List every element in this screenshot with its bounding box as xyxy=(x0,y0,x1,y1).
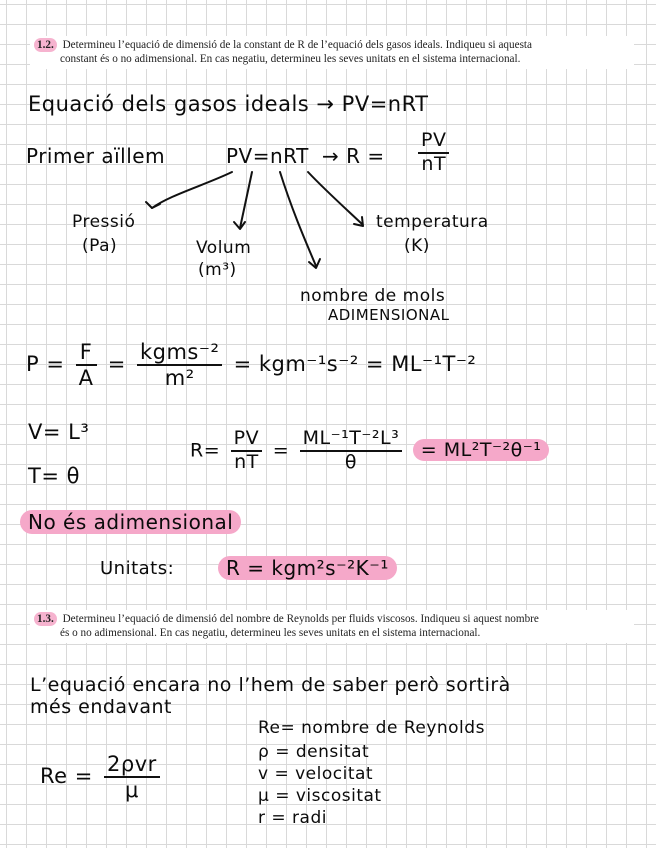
r2-numerator: PV xyxy=(231,428,262,452)
r-dimension-result: = ML²T⁻²θ⁻¹ xyxy=(413,439,550,461)
p-lhs: P = xyxy=(26,352,65,377)
equals-sign-2: = xyxy=(272,439,290,462)
pressio-unit: (Pa) xyxy=(82,236,118,256)
r-fraction-denominator: nT xyxy=(421,152,447,175)
pressio-label: Pressió xyxy=(72,212,136,232)
re-lhs: Re = xyxy=(40,764,93,789)
unitats-label: Unitats: xyxy=(100,558,175,579)
equals-sign: = xyxy=(107,352,126,377)
pressure-dimension-line xyxy=(26,340,476,390)
problem-number: 1.2. xyxy=(34,38,57,52)
problem-line-2: constant és o no adimensional. En cas negatiu, determineu les seves unitats en el sistema internacional. xyxy=(60,53,521,65)
arrow-to-volum xyxy=(240,172,252,228)
reynolds-equation xyxy=(40,752,164,802)
definition-density: ρ = densitat xyxy=(258,742,370,762)
problem-line-1: Determineu l’equació de dimensió del nombre de Reynolds per fluids viscosos. Indiqueu si aquest nombre xyxy=(62,613,539,625)
problem-line-2: és o no adimensional. En cas negatiu, determineu les seves unitats en el sistema internacional. xyxy=(60,627,481,639)
force-symbol: F xyxy=(76,340,97,366)
re-numerator: 2ρvr xyxy=(104,752,160,778)
r2-denominator: nT xyxy=(234,450,259,473)
reynolds-note-line-2: més endavant xyxy=(30,696,172,718)
arrow-r: → R = xyxy=(322,144,385,168)
r-dimension-line xyxy=(190,428,549,474)
definition-velocity: v = velocitat xyxy=(258,764,374,784)
temperatura-label: temperatura xyxy=(376,212,489,232)
definition-re: Re= nombre de Reynolds xyxy=(258,718,485,738)
pv-equation: PV=nRT xyxy=(226,144,309,168)
unitats-value: R = kgm²s⁻²K⁻¹ xyxy=(218,556,397,580)
re-denominator: μ xyxy=(124,778,139,803)
volum-label: Volum xyxy=(196,238,252,258)
pressure-result: = kgm⁻¹s⁻² = ML⁻¹T⁻² xyxy=(233,352,477,377)
arrow-to-temperatura xyxy=(308,172,362,224)
reynolds-note-line-1: L’equació encara no l’hem de saber però sortirà xyxy=(30,674,511,696)
kg-numerator: kgms⁻² xyxy=(137,340,222,366)
arrow-to-pressio xyxy=(152,172,232,208)
adimensional-label: ADIMENSIONAL xyxy=(328,306,450,324)
volum-unit: (m³) xyxy=(198,260,237,280)
kg-denominator: m² xyxy=(164,366,195,391)
problem-1-3-statement xyxy=(30,610,634,643)
dimension-numerator: ML⁻¹T⁻²L³ xyxy=(300,428,403,452)
no-adimensional-note: No és adimensional xyxy=(20,510,241,534)
arrow-to-mols xyxy=(280,172,316,266)
volume-dimension: V= L³ xyxy=(28,420,90,444)
ideal-gas-heading: Equació dels gasos ideals → PV=nRT xyxy=(28,92,429,116)
nombre-mols-label: nombre de mols xyxy=(300,286,446,306)
r-fraction-numerator: PV xyxy=(418,130,449,154)
dimension-denominator: θ xyxy=(344,450,357,473)
definition-viscosity: μ = viscositat xyxy=(258,786,382,806)
area-symbol: A xyxy=(78,366,94,391)
r-lhs: R= xyxy=(190,439,221,462)
temperatura-unit: (K) xyxy=(404,236,430,256)
problem-line-1: Determineu l’equació de dimensió de la constant de R de l’equació dels gasos ideals. Indiqueu si aquesta xyxy=(62,39,532,51)
temperature-dimension: T= θ xyxy=(28,464,80,488)
definition-radius: r = radi xyxy=(258,808,327,828)
primer-aillem: Primer aïllem xyxy=(26,144,166,168)
problem-number: 1.3. xyxy=(34,612,57,626)
